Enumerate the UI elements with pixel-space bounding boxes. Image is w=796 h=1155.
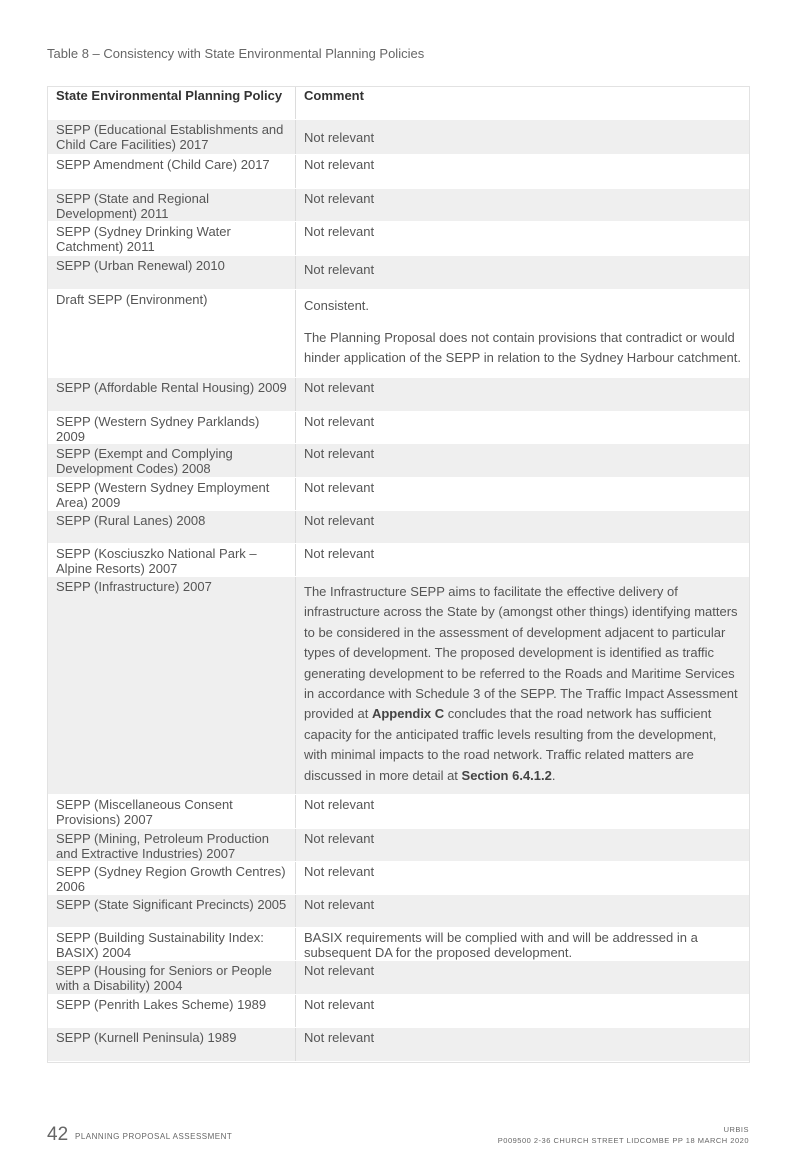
comment-text: . bbox=[551, 767, 556, 783]
table-row bbox=[48, 478, 749, 511]
comment-cell: Not relevant bbox=[304, 480, 375, 495]
comment-cell: Not relevant bbox=[304, 446, 375, 461]
table-row bbox=[48, 829, 749, 862]
comment-cell: Not relevant bbox=[304, 1030, 375, 1045]
table-row bbox=[48, 928, 749, 961]
footer-reference: P009500 2-36 CHURCH STREET LIDCOMBE PP 18 MARCH 2020 bbox=[497, 1136, 749, 1145]
comment-paragraph: Consistent. bbox=[304, 298, 370, 313]
comment-text: concludes that the road network has sufficient capacity for the anticipated traffic levels resulting from the development, with minimal impacts to the road network. Traffic related matters are discussed in more detail at bbox=[304, 706, 717, 783]
comment-cell bbox=[296, 290, 749, 377]
policy-cell: SEPP (Building Sustainability Index: BASIX) 2004 bbox=[48, 928, 296, 960]
table-row bbox=[48, 862, 749, 895]
table-row bbox=[48, 256, 749, 290]
table-row bbox=[48, 444, 749, 478]
policy-cell: SEPP (Exempt and Complying Development Codes) 2008 bbox=[48, 444, 296, 477]
policy-cell: SEPP (State and Regional Development) 2011 bbox=[48, 189, 296, 221]
policy-cell: SEPP (Western Sydney Employment Area) 2009 bbox=[48, 478, 296, 510]
policy-cell: SEPP (Kurnell Peninsula) 1989 bbox=[48, 1028, 296, 1061]
table-row bbox=[48, 120, 749, 155]
comment-cell: Not relevant bbox=[304, 414, 375, 429]
policy-cell: SEPP (Mining, Petroleum Production and Extractive Industries) 2007 bbox=[48, 829, 296, 861]
policy-cell: SEPP (Urban Renewal) 2010 bbox=[48, 256, 296, 289]
comment-cell: Not relevant bbox=[304, 191, 375, 206]
table-row bbox=[48, 511, 749, 544]
policy-cell: SEPP (Miscellaneous Consent Provisions) 2007 bbox=[48, 795, 296, 828]
table-header-row bbox=[48, 87, 749, 120]
table-row bbox=[48, 378, 749, 412]
policy-cell: SEPP (Kosciuszko National Park – Alpine Resorts) 2007 bbox=[48, 544, 296, 576]
appendix-reference: Appendix C bbox=[371, 706, 445, 722]
policy-cell: SEPP (Penrith Lakes Scheme) 1989 bbox=[48, 995, 296, 1027]
comment-cell bbox=[296, 577, 749, 794]
comment-paragraph bbox=[304, 582, 741, 786]
comment-cell: Not relevant bbox=[304, 897, 375, 912]
policy-cell: Draft SEPP (Environment) bbox=[48, 290, 296, 377]
policy-cell: SEPP (Housing for Seniors or People with a Disability) 2004 bbox=[48, 961, 296, 994]
policy-cell: SEPP (Rural Lanes) 2008 bbox=[48, 511, 296, 543]
policy-cell: SEPP (State Significant Precincts) 2005 bbox=[48, 895, 296, 927]
table-row bbox=[48, 155, 749, 189]
comment-cell: Not relevant bbox=[304, 129, 375, 145]
page-number: 42 bbox=[47, 1124, 69, 1145]
comment-cell: Not relevant bbox=[304, 513, 375, 528]
table-row bbox=[48, 995, 749, 1028]
policy-cell: SEPP (Sydney Drinking Water Catchment) 2011 bbox=[48, 222, 296, 255]
policy-cell: SEPP Amendment (Child Care) 2017 bbox=[48, 155, 296, 188]
table-row bbox=[48, 189, 749, 222]
table-row bbox=[48, 222, 749, 256]
comment-cell: BASIX requirements will be complied with and will be addressed in a subsequent DA for the proposed development. bbox=[304, 930, 698, 960]
footer-company: URBIS bbox=[723, 1125, 749, 1134]
table-row bbox=[48, 1028, 749, 1062]
comment-cell: Not relevant bbox=[304, 963, 375, 978]
table-row bbox=[48, 795, 749, 829]
footer-section: PLANNING PROPOSAL ASSESSMENT bbox=[75, 1132, 233, 1141]
table-row bbox=[48, 290, 749, 378]
sepp-table bbox=[47, 86, 750, 1063]
policy-cell: SEPP (Sydney Region Growth Centres) 2006 bbox=[48, 862, 296, 894]
comment-cell: Not relevant bbox=[304, 864, 375, 879]
table-row bbox=[48, 544, 749, 577]
table-row bbox=[48, 577, 749, 795]
comment-cell: Not relevant bbox=[304, 224, 375, 239]
table-row bbox=[48, 961, 749, 995]
comment-cell: Not relevant bbox=[304, 546, 375, 561]
comment-cell: Not relevant bbox=[304, 262, 375, 277]
section-reference: Section 6.4.1.2 bbox=[461, 767, 552, 783]
comment-paragraph: The Planning Proposal does not contain provisions that contradict or would hinder application of the SEPP in relation to the Sydney Harbour catchment. bbox=[304, 330, 741, 365]
header-comment: Comment bbox=[304, 88, 364, 103]
comment-cell: Not relevant bbox=[304, 157, 375, 172]
comment-text: The Infrastructure SEPP aims to facilitate the effective delivery of infrastructure across the State by (amongst other things) identifying matters to be considered in the assessment of development adjacent to particular types of development. The proposed development is identified as traffic generating development to be referred to the Roads and Maritime Services in accordance with Schedule 3 of the SEPP. The Traffic Impact Assessment provided at bbox=[304, 584, 738, 722]
comment-cell: Not relevant bbox=[304, 831, 375, 846]
policy-cell: SEPP (Infrastructure) 2007 bbox=[48, 577, 296, 794]
comment-cell: Not relevant bbox=[304, 797, 375, 812]
table-caption: Table 8 – Consistency with State Environmental Planning Policies bbox=[47, 46, 425, 61]
policy-cell: SEPP (Western Sydney Parklands) 2009 bbox=[48, 412, 296, 443]
policy-cell: SEPP (Affordable Rental Housing) 2009 bbox=[48, 378, 296, 411]
comment-cell: Not relevant bbox=[304, 380, 375, 395]
header-policy: State Environmental Planning Policy bbox=[48, 87, 296, 119]
table-row bbox=[48, 895, 749, 928]
table-row bbox=[48, 412, 749, 444]
policy-cell: SEPP (Educational Establishments and Child Care Facilities) 2017 bbox=[48, 120, 296, 154]
comment-cell: Not relevant bbox=[304, 997, 375, 1012]
